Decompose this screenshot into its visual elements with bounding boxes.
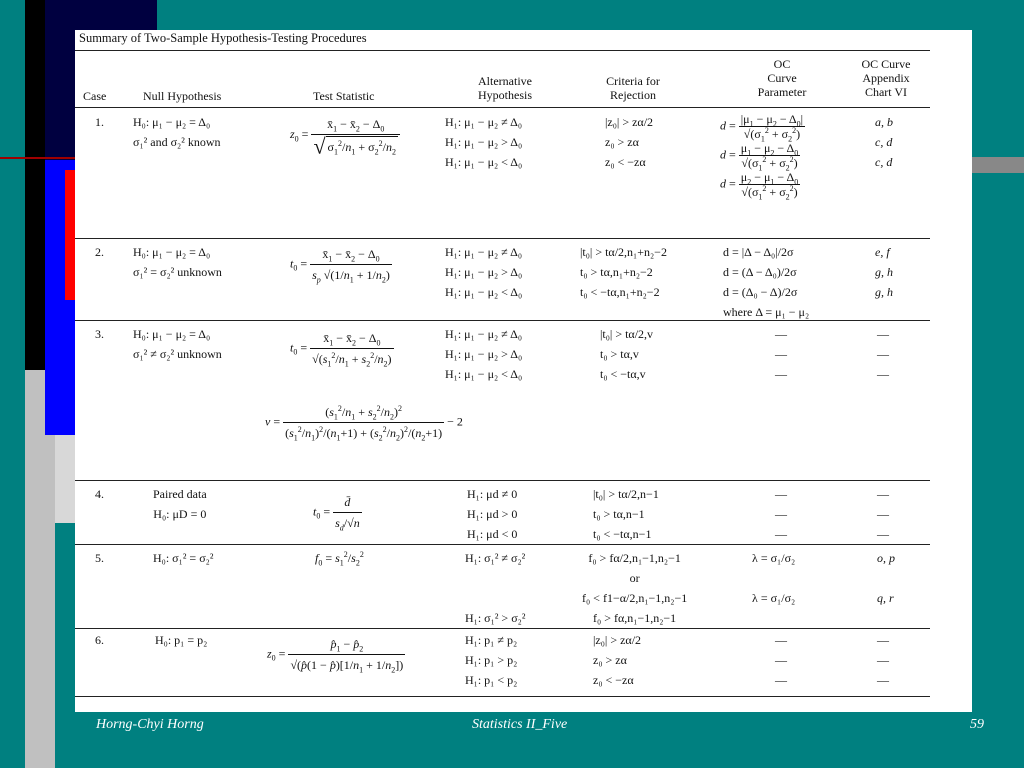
summary-table-image xyxy=(75,30,972,712)
row3-alt xyxy=(445,324,522,384)
header-stat: Test Statistic xyxy=(313,89,375,103)
row4-alt-1: H₁: μd ≠ 0 xyxy=(467,487,518,501)
row1-crit-2: z₀ > zα xyxy=(605,135,639,149)
row4-null-line2: H₀: μD = 0 xyxy=(153,507,207,521)
row4-null xyxy=(153,484,207,524)
row6-oc xyxy=(775,630,787,690)
row6-oc-2: — xyxy=(775,653,787,667)
row2-crit-3: t₀ < −tα,n₁+n₂−2 xyxy=(580,285,660,299)
row4-chart xyxy=(877,484,889,544)
row5-chart-2: q, r xyxy=(877,591,894,605)
rule xyxy=(75,320,930,321)
header-alt-2: Hypothesis xyxy=(478,88,532,102)
rule xyxy=(75,107,930,108)
row5-alt-2: H₁: σ₁² > σ₂² xyxy=(465,611,526,625)
header-null: Null Hypothesis xyxy=(143,89,222,103)
row1-chart-1: a, b xyxy=(875,115,893,129)
row3-oc-3: — xyxy=(775,367,787,381)
row3-null-line1: H₀: μ₁ − μ₂ = Δ₀ xyxy=(133,327,211,341)
row3-alt-2: H₁: μ₁ − μ₂ > Δ₀ xyxy=(445,347,523,361)
row2-null xyxy=(133,242,222,282)
row5-oc-1: λ = σ₁/σ₂ xyxy=(752,551,796,565)
row3-oc-1: — xyxy=(775,327,787,341)
row1-null xyxy=(133,112,221,152)
row4-oc xyxy=(775,484,787,544)
row5-oc-2: λ = σ₁/σ₂ xyxy=(752,591,796,605)
row4-case: 4. xyxy=(95,487,104,501)
header-case: Case xyxy=(83,89,107,103)
row2-alt-2: H₁: μ₁ − μ₂ > Δ₀ xyxy=(445,265,523,279)
row3-alt-3: H₁: μ₁ − μ₂ < Δ₀ xyxy=(445,367,523,381)
footer-course: Statistics II_Five xyxy=(472,717,568,732)
rule xyxy=(75,238,930,239)
footer-author: Horng-Chyi Horng xyxy=(96,717,204,732)
row2-chart-2: g, h xyxy=(875,265,893,279)
row4-chart-3: — xyxy=(877,527,889,541)
row4-alt-2: H₁: μd > 0 xyxy=(467,507,518,521)
header-oc-1: OC xyxy=(773,57,791,71)
row6-chart-1: — xyxy=(877,633,889,647)
row1-alt-1: H₁: μ₁ − μ₂ ≠ Δ₀ xyxy=(445,115,523,129)
row2-null-line1: H₀: μ₁ − μ₂ = Δ₀ xyxy=(133,245,211,259)
header-alt-1: Alternative xyxy=(478,74,532,88)
row6-chart-3: — xyxy=(877,673,889,687)
row3-null-line2: σ₁² ≠ σ₂² unknown xyxy=(133,347,222,361)
header-alt xyxy=(460,74,550,102)
row2-chart-3: g, h xyxy=(875,285,893,299)
row2-crit-1: |t₀| > tα/2,n₁+n₂−2 xyxy=(580,245,667,259)
row4-crit-2: t₀ > tα,n−1 xyxy=(593,507,645,521)
row2-oc xyxy=(723,242,809,322)
row2-oc-3: d = (Δ₀ − Δ)/2σ xyxy=(723,285,798,299)
footer-page-number: 59 xyxy=(970,717,984,732)
row5-crit-2: or xyxy=(629,571,640,585)
row5-crit-4: f₀ > fα,n₁−1,n₂−1 xyxy=(593,611,677,625)
row6-statistic: $z_0$ = $\frac{p̂_1 - p̂_2}{√(p̂(1 - p̂)[1/n_1 + 1/n_2])}$ xyxy=(267,634,405,675)
row4-chart-1: — xyxy=(877,487,889,501)
header-app-3: Chart VI xyxy=(864,85,908,99)
row1-alt xyxy=(445,112,522,172)
decor-bar-red xyxy=(65,170,75,300)
row3-null xyxy=(133,324,222,364)
row4-oc-1: — xyxy=(775,487,787,501)
header-app-2: Appendix xyxy=(862,71,910,85)
row5-crit-1: f₀ > fα/2,n₁−1,n₂−1 xyxy=(588,551,681,565)
row6-crit xyxy=(593,630,641,690)
header-oc-3: Parameter xyxy=(757,85,807,99)
row2-alt xyxy=(445,242,522,302)
row1-null-line2: σ₁² and σ₂² known xyxy=(133,135,221,149)
row2-chart-1: e, f xyxy=(875,245,890,259)
row1-crit xyxy=(605,112,653,172)
row3-chart xyxy=(877,324,889,384)
row6-alt xyxy=(465,630,517,690)
row6-alt-3: H₁: p₁ < p₂ xyxy=(465,673,518,687)
row2-alt-1: H₁: μ₁ − μ₂ ≠ Δ₀ xyxy=(445,245,523,259)
header-app-1: OC Curve xyxy=(861,57,911,71)
row4-oc-2: — xyxy=(775,507,787,521)
rule xyxy=(75,480,930,481)
row1-chart xyxy=(875,112,893,172)
row4-null-line1: Paired data xyxy=(153,487,207,501)
header-appendix xyxy=(847,57,925,99)
header-crit-1: Criteria for xyxy=(606,74,660,88)
row1-case: 1. xyxy=(95,115,104,129)
row4-crit-3: t₀ < −tα,n−1 xyxy=(593,527,652,541)
row5-statistic: $f_0 = s_1^2/s_2^2$ xyxy=(315,550,364,568)
rule xyxy=(75,50,930,51)
row2-oc-2: d = (Δ − Δ₀)/2σ xyxy=(723,265,797,279)
row2-crit xyxy=(580,242,667,302)
row2-statistic: $t_0$ = $\frac{x̄_1 - x̄_2 - \Delta_0}{s_p √(1/n_1 + 1/n_2)}$ xyxy=(290,244,392,285)
header-crit xyxy=(588,74,678,102)
row2-oc-1: d = |Δ − Δ₀|/2σ xyxy=(723,245,794,259)
row5-crit-3: f₀ < f1−α/2,n₁−1,n₂−1 xyxy=(582,591,688,605)
row6-case: 6. xyxy=(95,633,104,647)
row1-null-line1: H₀: μ₁ − μ₂ = Δ₀ xyxy=(133,115,211,129)
row6-crit-1: |z₀| > zα/2 xyxy=(593,633,642,647)
row6-chart-2: — xyxy=(877,653,889,667)
row4-chart-2: — xyxy=(877,507,889,521)
row3-crit xyxy=(600,324,653,384)
row6-oc-1: — xyxy=(775,633,787,647)
rule xyxy=(75,544,930,545)
header-crit-2: Rejection xyxy=(610,88,656,102)
row6-crit-3: z₀ < −zα xyxy=(593,673,634,687)
row2-chart xyxy=(875,242,893,302)
row1-oc: d = $\frac{|\mu_1 - \mu_2 - \Delta_0|}{√(\sigma_1^2 + \sigma_2^2)}$ d = $\frac{\mu_1 - \mu_2 - \Delta_0}{√(\sigma_1^2 + \sigma_2^2)}$ d = $\frac{\mu_2 - \mu_1 - \Delta_0}{√(\sigma_1^2 + \sigma_2^2)}$ xyxy=(720,112,804,202)
header-oc-2: Curve xyxy=(767,71,797,85)
row5-alt-1: H₁: σ₁² ≠ σ₂² xyxy=(465,551,526,565)
row2-crit-2: t₀ > tα,n₁+n₂−2 xyxy=(580,265,653,279)
row2-alt-3: H₁: μ₁ − μ₂ < Δ₀ xyxy=(445,285,523,299)
row3-oc-2: — xyxy=(775,347,787,361)
row2-case: 2. xyxy=(95,245,104,259)
row3-statistic: $t_0$ = $\frac{x̄_1 - x̄_2 - \Delta_0}{√(s_1^2/n_1 + s_2^2/n_2)}$ xyxy=(290,328,394,369)
row4-alt xyxy=(467,484,517,544)
row1-alt-2: H₁: μ₁ − μ₂ > Δ₀ xyxy=(445,135,523,149)
row2-null-line2: σ₁² = σ₂² unknown xyxy=(133,265,222,279)
row5-crit xyxy=(582,548,687,628)
row1-statistic: $z_0$ = $\frac{x̄_1 - x̄_2 - \Delta_0}{√ \sigma_1^2/n_1 + \sigma_2^2/n_2}$ xyxy=(290,114,400,157)
row6-chart xyxy=(877,630,889,690)
row6-alt-2: H₁: p₁ > p₂ xyxy=(465,653,518,667)
row1-crit-1: |z₀| > zα/2 xyxy=(605,115,654,129)
row4-statistic: $t_0$ = $\frac{d̄}{s_d/√n}$ xyxy=(313,492,362,533)
row1-chart-3: c, d xyxy=(875,155,893,169)
row4-crit-1: |t₀| > tα/2,n−1 xyxy=(593,487,659,501)
row4-oc-3: — xyxy=(775,527,787,541)
table-title: Summary of Two-Sample Hypothesis-Testing Procedures xyxy=(79,31,367,45)
row3-crit-3: t₀ < −tα,v xyxy=(600,367,646,381)
row5-null: H₀: σ₁² = σ₂² xyxy=(153,551,214,565)
row6-null: H₀: p₁ = p₂ xyxy=(155,633,208,647)
row3-chart-2: — xyxy=(877,347,889,361)
row2-oc-4: where Δ = μ₁ − μ₂ xyxy=(723,305,810,319)
row3-chart-1: — xyxy=(877,327,889,341)
row1-alt-3: H₁: μ₁ − μ₂ < Δ₀ xyxy=(445,155,523,169)
row6-oc-3: — xyxy=(775,673,787,687)
row1-chart-2: c, d xyxy=(875,135,893,149)
row3-crit-1: |t₀| > tα/2,v xyxy=(600,327,654,341)
row6-crit-2: z₀ > zα xyxy=(593,653,627,667)
header-oc xyxy=(742,57,822,99)
row4-alt-3: H₁: μd < 0 xyxy=(467,527,518,541)
decor-bar-right xyxy=(972,157,1024,173)
row4-crit xyxy=(593,484,659,544)
row3-crit-2: t₀ > tα,v xyxy=(600,347,639,361)
row1-crit-3: z₀ < −zα xyxy=(605,155,646,169)
row3-df: v = $\frac{(s_1^2/n_1 + s_2^2/n_2)^2}{(s_1^2/n_1)^2/(n_1+1) + (s_2^2/n_2)^2/(n_2+1)}$ − 2 xyxy=(265,404,463,443)
row3-oc xyxy=(775,324,787,384)
row3-alt-1: H₁: μ₁ − μ₂ ≠ Δ₀ xyxy=(445,327,523,341)
row5-case: 5. xyxy=(95,551,104,565)
row3-chart-3: — xyxy=(877,367,889,381)
decor-bar-light xyxy=(55,435,75,523)
rule xyxy=(75,696,930,697)
row3-case: 3. xyxy=(95,327,104,341)
rule xyxy=(75,628,930,629)
row6-alt-1: H₁: p₁ ≠ p₂ xyxy=(465,633,518,647)
row5-chart-1: o, p xyxy=(877,551,895,565)
